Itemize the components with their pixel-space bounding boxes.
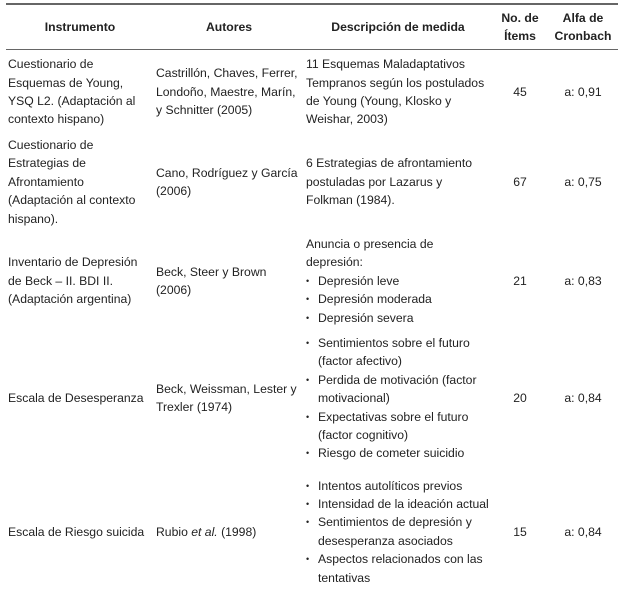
cell-alfa: a: 0,91: [564, 84, 602, 99]
description-intro: Anuncia o presencia de depresión:: [306, 237, 434, 270]
cell-descripcion: [304, 465, 492, 599]
cell-instrumento: Escala de Desesperanza: [8, 391, 144, 406]
header-row: [6, 4, 618, 50]
cell-descripcion: [304, 230, 492, 332]
cell-descripcion: 6 Estrategias de afrontamiento postuladas por Lazarus y Folkman (1984).: [306, 156, 472, 208]
list-item: • Intentos autolíticos previos: [306, 477, 490, 495]
list-item: • Perdida de motivación (factor motivacional): [306, 371, 490, 408]
cell-autores: [154, 465, 304, 599]
cell-alfa: a: 0,84: [564, 524, 602, 539]
cell-autores: Castrillón, Chaves, Ferrer, Londoño, Maestre, Marín, y Schnitter (2005): [156, 66, 298, 118]
list-item: • Depresión severa: [306, 309, 490, 327]
cell-autores: Beck, Weissman, Lester y Trexler (1974): [156, 382, 297, 415]
list-item: • Sentimientos sobre el futuro (factor afectivo): [306, 334, 490, 371]
list-item: • Riesgo de cometer suicidio: [306, 444, 490, 462]
cell-autores: Beck, Steer y Brown (2006): [156, 264, 267, 298]
author-year: (1998): [221, 524, 257, 539]
list-item: • Depresión moderada: [306, 290, 490, 308]
cell-instrumento: Escala de Riesgo suicida: [8, 524, 145, 539]
header-instrumento: Instrumento: [44, 20, 116, 34]
cell-items: 67: [513, 174, 527, 189]
cell-items: 20: [513, 391, 527, 406]
cell-instrumento: Cuestionario de Esquemas de Young, YSQ L2. (Adaptación al contexto hispano): [8, 57, 136, 127]
header-items: No. de Ítems: [501, 11, 539, 43]
list-item: • Sentimientos de depresión y desesperanza asociados: [306, 513, 490, 550]
list-item: • Depresión leve: [306, 272, 490, 290]
table-row: [6, 50, 618, 135]
author-name: Rubio: [156, 524, 188, 539]
cell-descripcion: [304, 332, 492, 465]
cell-descripcion: 11 Esquemas Maladaptativos Tempranos según los postulados de Young (Young, Klosko y Weishar, 2003): [306, 57, 485, 127]
cell-autores: Cano, Rodríguez y García (2006): [156, 165, 298, 199]
table-row: [6, 332, 618, 465]
cell-instrumento: Cuestionario de Estrategias de Afrontamiento (Adaptación al contexto hispano).: [8, 138, 136, 226]
cell-instrumento: Inventario de Depresión de Beck – II. BDI II. (Adaptación argentina): [8, 255, 138, 307]
cell-items: 21: [513, 273, 527, 288]
table-row: [6, 230, 618, 332]
header-descripcion: Descripción de medida: [331, 20, 465, 34]
bullet-list: [306, 334, 490, 463]
table-row: [6, 465, 618, 599]
list-item: • Intensidad de la ideación actual: [306, 495, 490, 513]
cell-alfa: a: 0,84: [564, 391, 602, 406]
header-autores: Autores: [205, 20, 253, 34]
list-item: • Aspectos relacionados con las tentativas: [306, 550, 490, 587]
list-item: • Expectativas sobre el futuro (factor cognitivo): [306, 408, 490, 445]
bullet-list: [306, 272, 490, 327]
cell-items: 45: [513, 84, 527, 99]
bullet-list: [306, 477, 490, 587]
cell-items: 15: [513, 524, 527, 539]
header-alfa: Alfa de Cronbach: [554, 11, 612, 43]
instruments-table: [6, 3, 618, 599]
cell-alfa: a: 0,83: [564, 273, 602, 288]
table-row: [6, 134, 618, 230]
cell-alfa: a: 0,75: [564, 174, 602, 189]
author-etal: et al.: [191, 524, 218, 539]
